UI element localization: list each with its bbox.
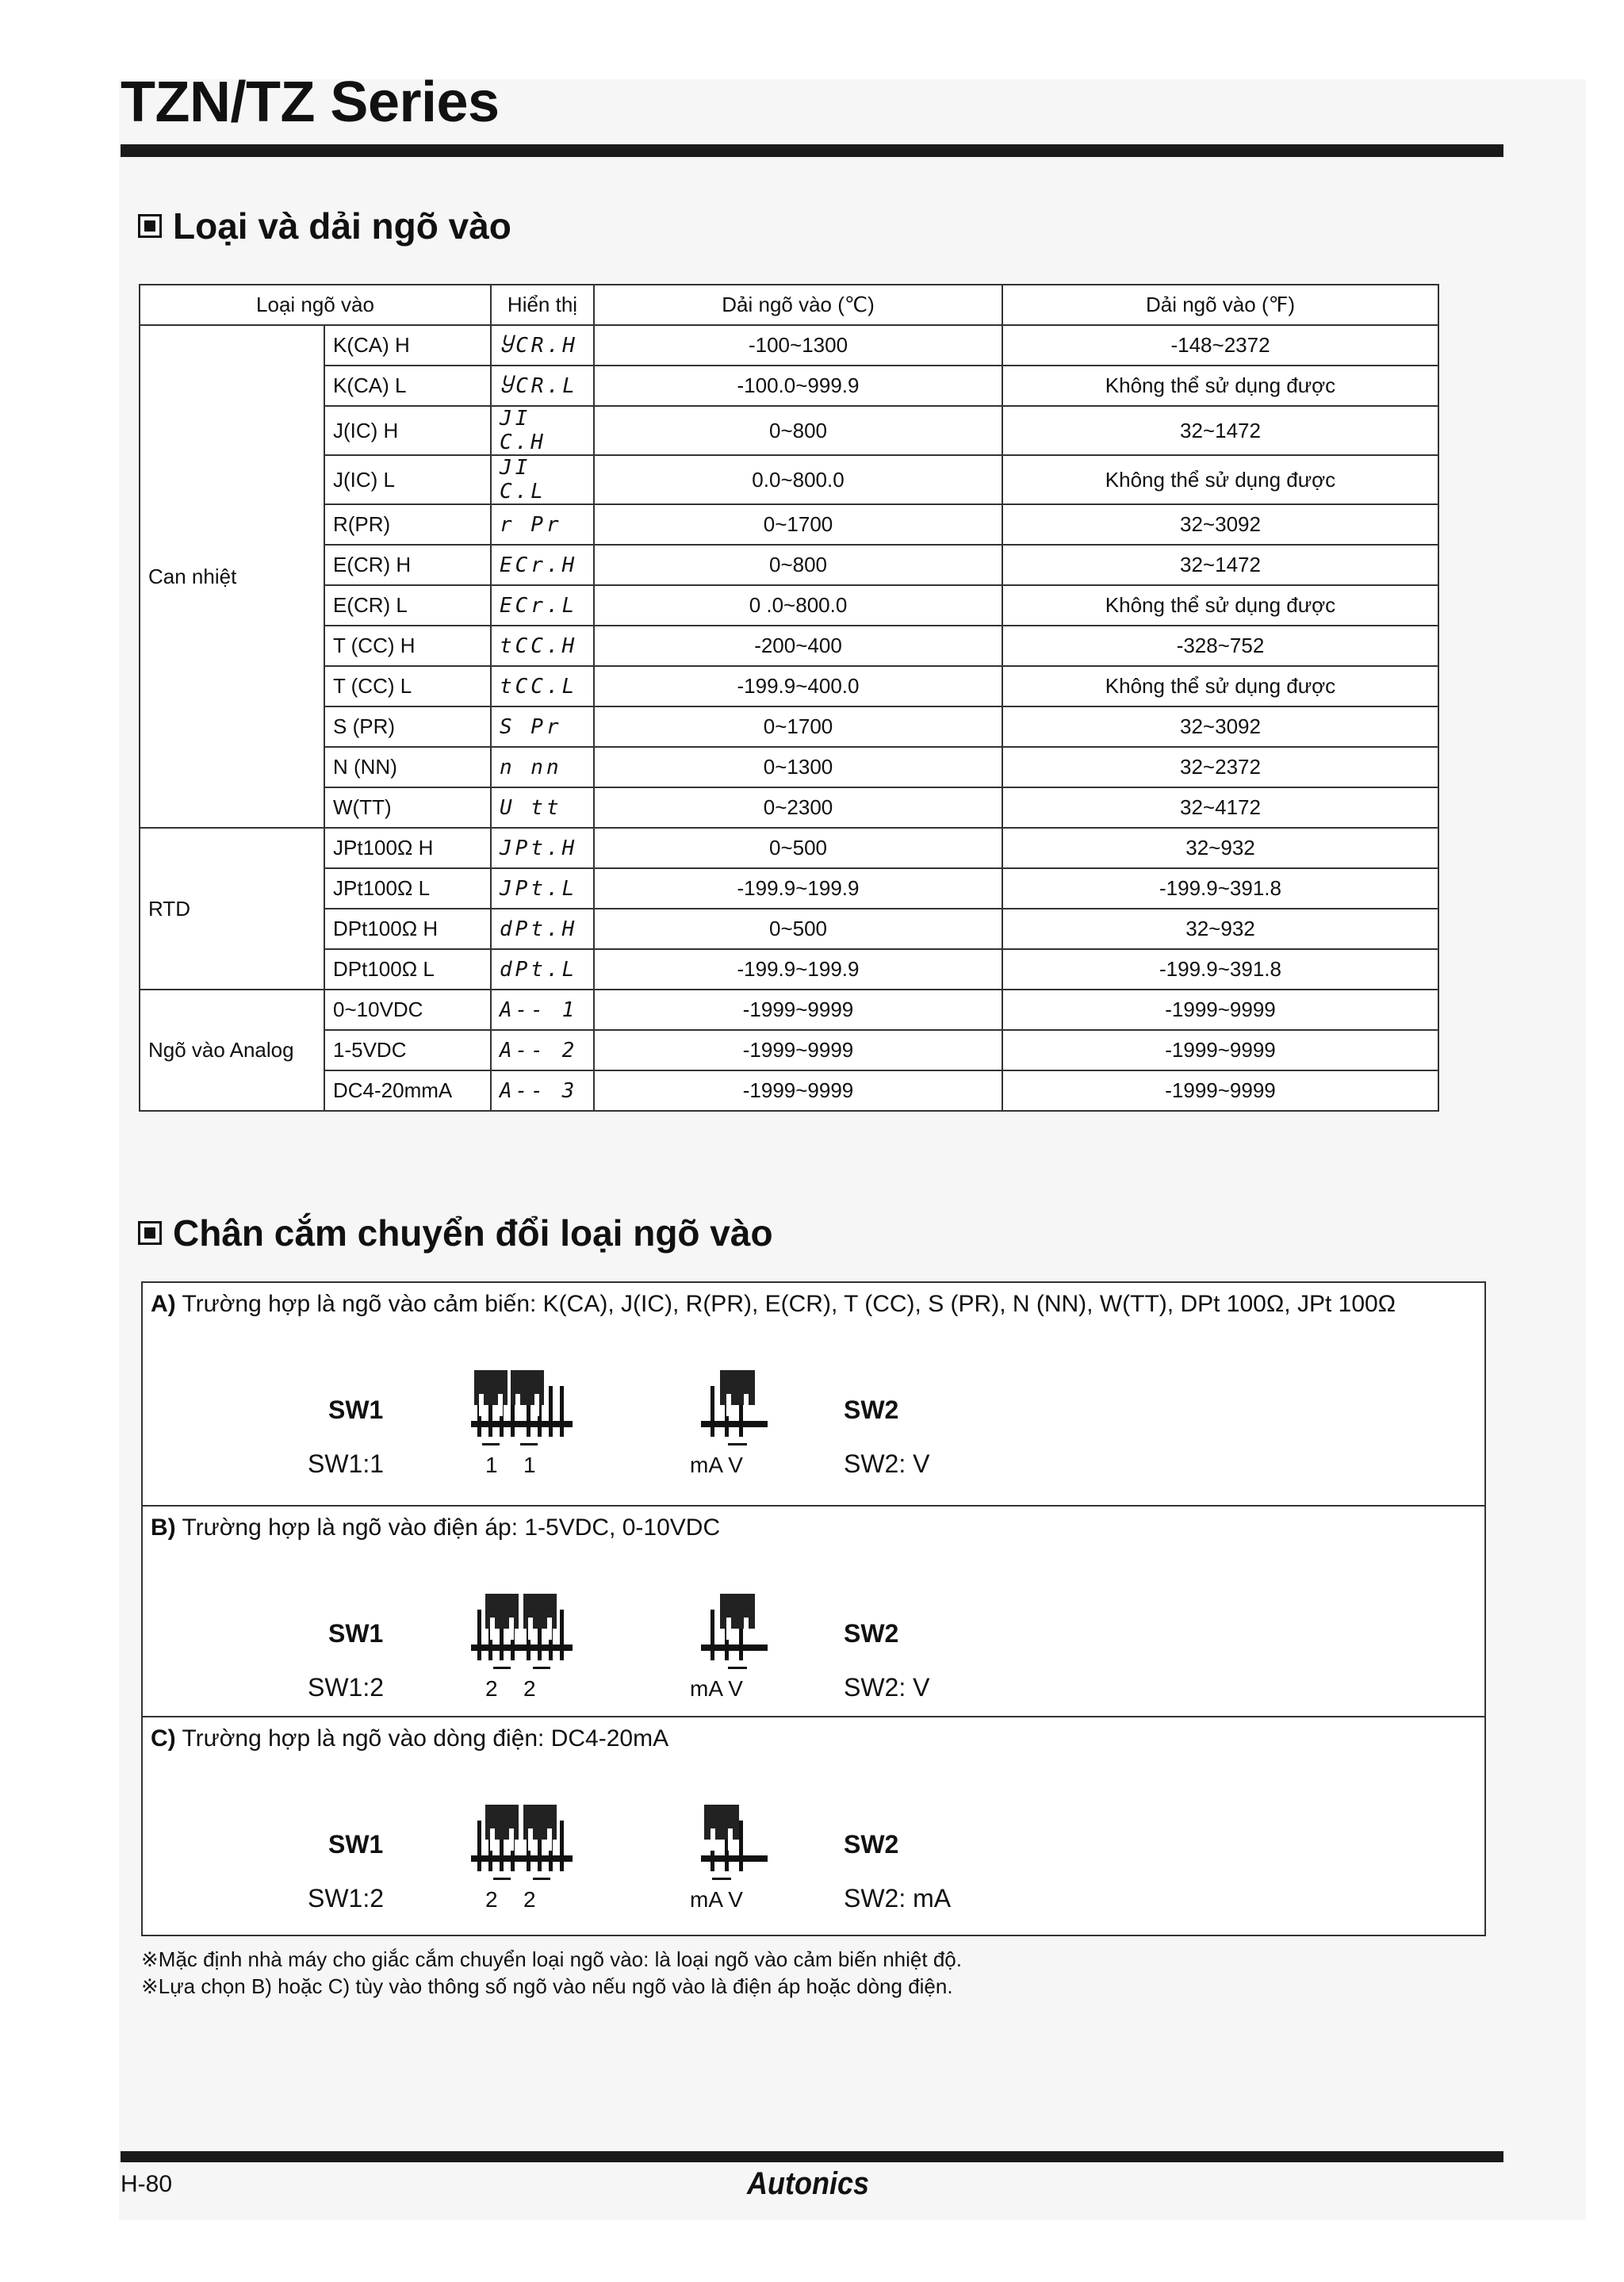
table-row <box>140 828 1438 868</box>
table-row <box>140 1070 1438 1111</box>
range-f-cell: 32~1472 <box>1002 406 1438 455</box>
sw1-pin-label: 2 <box>523 1887 536 1912</box>
section-heading-switch-pins <box>138 1212 773 1254</box>
section-title: Chân cắm chuyển đổi loại ngõ vào <box>173 1212 773 1254</box>
sw1-label: SW1 <box>328 1396 384 1424</box>
brand-logo: Autonics <box>747 2166 870 2201</box>
sw2-graphic <box>701 1805 768 1888</box>
sw1-pin-label: 2 <box>485 1676 498 1701</box>
column-header: Dải ngõ vào (℃) <box>594 285 1002 325</box>
range-f-cell: -148~2372 <box>1002 325 1438 366</box>
range-c-cell: -1999~9999 <box>594 990 1002 1030</box>
display-code-cell: U tt <box>491 787 594 828</box>
sw1-pin-label: 2 <box>523 1676 536 1701</box>
sw2-setting: SW2: V <box>844 1673 930 1702</box>
switch-case-b <box>143 1505 1484 1716</box>
input-type-cell: J(IC) H <box>324 406 491 455</box>
sw2-jumper-diagram <box>701 1594 768 1673</box>
case-title <box>151 1725 668 1752</box>
sw1-jumper-diagram <box>471 1370 573 1449</box>
range-c-cell: 0~800 <box>594 406 1002 455</box>
display-code-cell: A-- 3 <box>491 1070 594 1111</box>
table-row <box>140 787 1438 828</box>
display-code-cell: ECr.L <box>491 585 594 626</box>
display-code-cell: dPt.L <box>491 949 594 990</box>
square-bullet-icon <box>138 1221 162 1245</box>
case-letter: C) <box>151 1725 176 1752</box>
column-header: Dải ngõ vào (℉) <box>1002 285 1438 325</box>
sw1-graphic <box>471 1805 573 1888</box>
sw2-graphic <box>701 1594 768 1677</box>
input-type-cell: E(CR) L <box>324 585 491 626</box>
case-description: Trường hợp là ngõ vào dòng điện: DC4-20mA <box>182 1725 669 1752</box>
sw2-label: SW2 <box>844 1830 899 1859</box>
sw1-pin-label: 2 <box>485 1887 498 1912</box>
range-f-cell: -199.9~391.8 <box>1002 949 1438 990</box>
sw2-jumper-diagram <box>701 1370 768 1449</box>
column-header: Loại ngõ vào <box>140 285 491 325</box>
input-type-cell: K(CA) L <box>324 366 491 406</box>
sw1-setting: SW1:1 <box>308 1449 385 1478</box>
table-row <box>140 706 1438 747</box>
display-code-cell: JI C.H <box>491 406 594 455</box>
range-f-cell: 32~4172 <box>1002 787 1438 828</box>
input-type-cell: S (PR) <box>324 706 491 747</box>
sw1-label: SW1 <box>328 1830 384 1859</box>
table-row <box>140 455 1438 504</box>
range-f-cell: 32~932 <box>1002 909 1438 949</box>
display-code-cell: S Pr <box>491 706 594 747</box>
range-f-cell: -1999~9999 <box>1002 990 1438 1030</box>
switch-settings-box <box>141 1281 1486 1936</box>
input-type-cell: JPt100Ω H <box>324 828 491 868</box>
range-c-cell: 0~1700 <box>594 504 1002 545</box>
range-f-cell: 32~932 <box>1002 828 1438 868</box>
input-type-cell: T (CC) L <box>324 666 491 706</box>
case-description: Trường hợp là ngõ vào cảm biến: K(CA), J(IC), R(PR), E(CR), T (CC), S (PR), N (NN), W(TT), DPt 100Ω, JPt 100Ω <box>182 1291 1396 1317</box>
table-row <box>140 585 1438 626</box>
table-row <box>140 325 1438 366</box>
range-c-cell: -199.9~199.9 <box>594 868 1002 909</box>
display-code-cell: JPt.H <box>491 828 594 868</box>
group-cell: Ngõ vào Analog <box>140 990 324 1111</box>
range-f-cell: -328~752 <box>1002 626 1438 666</box>
range-f-cell: Không thể sử dụng được <box>1002 666 1438 706</box>
display-code-cell: r Pr <box>491 504 594 545</box>
range-c-cell: 0~2300 <box>594 787 1002 828</box>
sw2-setting: SW2: mA <box>844 1884 952 1913</box>
table-row <box>140 366 1438 406</box>
input-type-cell: DPt100Ω L <box>324 949 491 990</box>
range-f-cell: Không thể sử dụng được <box>1002 585 1438 626</box>
range-c-cell: 0~800 <box>594 545 1002 585</box>
sw1-label: SW1 <box>328 1619 384 1648</box>
range-f-cell: Không thể sử dụng được <box>1002 455 1438 504</box>
range-f-cell: 32~3092 <box>1002 504 1438 545</box>
table-row <box>140 1030 1438 1070</box>
table-row <box>140 747 1438 787</box>
range-c-cell: -100~1300 <box>594 325 1002 366</box>
sw2-pin-labels: mA V <box>690 1453 743 1477</box>
case-title <box>151 1291 1396 1318</box>
range-c-cell: -1999~9999 <box>594 1070 1002 1111</box>
sw1-jumper-diagram <box>471 1805 573 1884</box>
section-title: Loại và dải ngõ vào <box>173 205 511 247</box>
square-bullet-icon <box>138 214 162 238</box>
table-row <box>140 949 1438 990</box>
sw2-label: SW2 <box>844 1619 899 1648</box>
switch-case-c <box>143 1716 1484 1935</box>
case-description: Trường hợp là ngõ vào điện áp: 1-5VDC, 0-10VDC <box>182 1514 721 1541</box>
table-row <box>140 406 1438 455</box>
page-title: TZN/TZ Series <box>121 71 500 134</box>
display-code-cell: ႸCR.L <box>491 366 594 406</box>
section-heading-input-types <box>138 205 511 247</box>
range-c-cell: 0.0~800.0 <box>594 455 1002 504</box>
column-header: Hiển thị <box>491 285 594 325</box>
display-code-cell: ECr.H <box>491 545 594 585</box>
sw1-setting: SW1:2 <box>308 1884 385 1913</box>
page-number: H-80 <box>121 2171 173 2197</box>
display-code-cell: A-- 2 <box>491 1030 594 1070</box>
input-type-cell: T (CC) H <box>324 626 491 666</box>
sw1-setting: SW1:2 <box>308 1673 385 1702</box>
switch-case-a <box>143 1283 1484 1505</box>
range-c-cell: -199.9~400.0 <box>594 666 1002 706</box>
display-code-cell: tCC.L <box>491 666 594 706</box>
sw1-pin-label: 1 <box>485 1453 498 1477</box>
input-type-cell: R(PR) <box>324 504 491 545</box>
table-row <box>140 666 1438 706</box>
range-f-cell: 32~1472 <box>1002 545 1438 585</box>
input-type-cell: JPt100Ω L <box>324 868 491 909</box>
footer-rule <box>121 2151 1503 2162</box>
header-rule <box>121 144 1503 157</box>
sw1-graphic <box>471 1594 573 1677</box>
range-c-cell: 0~1300 <box>594 747 1002 787</box>
sw2-graphic <box>701 1370 768 1453</box>
display-code-cell: n nn <box>491 747 594 787</box>
footnote: ※Lựa chọn B) hoặc C) tùy vào thông số ngõ vào nếu ngõ vào là điện áp hoặc dòng điện. <box>141 1974 953 1998</box>
group-cell: Can nhiệt <box>140 325 324 828</box>
range-c-cell: 0~500 <box>594 909 1002 949</box>
table-row <box>140 909 1438 949</box>
range-c-cell: -200~400 <box>594 626 1002 666</box>
table-row <box>140 990 1438 1030</box>
sw1-jumper-diagram <box>471 1594 573 1673</box>
table-header-row <box>140 285 1438 325</box>
range-c-cell: 0~1700 <box>594 706 1002 747</box>
range-c-cell: -1999~9999 <box>594 1030 1002 1070</box>
input-type-cell: DC4-20mmA <box>324 1070 491 1111</box>
table-row <box>140 545 1438 585</box>
input-type-table <box>139 284 1439 1112</box>
range-c-cell: 0~500 <box>594 828 1002 868</box>
range-f-cell: -1999~9999 <box>1002 1070 1438 1111</box>
sw1-graphic <box>471 1370 573 1453</box>
display-code-cell: dPt.H <box>491 909 594 949</box>
input-type-cell: 1-5VDC <box>324 1030 491 1070</box>
input-type-cell: J(IC) L <box>324 455 491 504</box>
range-f-cell: -199.9~391.8 <box>1002 868 1438 909</box>
input-type-cell: W(TT) <box>324 787 491 828</box>
display-code-cell: JPt.L <box>491 868 594 909</box>
range-f-cell: -1999~9999 <box>1002 1030 1438 1070</box>
input-type-cell: E(CR) H <box>324 545 491 585</box>
group-cell: RTD <box>140 828 324 990</box>
case-title <box>151 1514 720 1541</box>
input-type-cell: N (NN) <box>324 747 491 787</box>
range-c-cell: -100.0~999.9 <box>594 366 1002 406</box>
footnote: ※Mặc định nhà máy cho giắc cắm chuyển loại ngõ vào: là loại ngõ vào cảm biến nhiệt độ. <box>141 1947 962 1971</box>
range-f-cell: 32~2372 <box>1002 747 1438 787</box>
range-c-cell: 0 .0~800.0 <box>594 585 1002 626</box>
input-type-cell: 0~10VDC <box>324 990 491 1030</box>
range-f-cell: 32~3092 <box>1002 706 1438 747</box>
display-code-cell: A-- 1 <box>491 990 594 1030</box>
table-row <box>140 626 1438 666</box>
display-code-cell: JI C.L <box>491 455 594 504</box>
sw2-jumper-diagram <box>701 1805 768 1884</box>
case-letter: A) <box>151 1291 176 1317</box>
sw2-pin-labels: mA V <box>690 1887 743 1912</box>
sw1-pin-label: 1 <box>523 1453 536 1477</box>
table-row <box>140 504 1438 545</box>
sw2-label: SW2 <box>844 1396 899 1424</box>
range-f-cell: Không thể sử dụng được <box>1002 366 1438 406</box>
input-type-cell: DPt100Ω H <box>324 909 491 949</box>
input-type-cell: K(CA) H <box>324 325 491 366</box>
sw2-setting: SW2: V <box>844 1449 930 1478</box>
display-code-cell: tCC.H <box>491 626 594 666</box>
sw2-pin-labels: mA V <box>690 1676 743 1701</box>
case-letter: B) <box>151 1514 176 1541</box>
display-code-cell: ႸCR.H <box>491 325 594 366</box>
range-c-cell: -199.9~199.9 <box>594 949 1002 990</box>
table-row <box>140 868 1438 909</box>
